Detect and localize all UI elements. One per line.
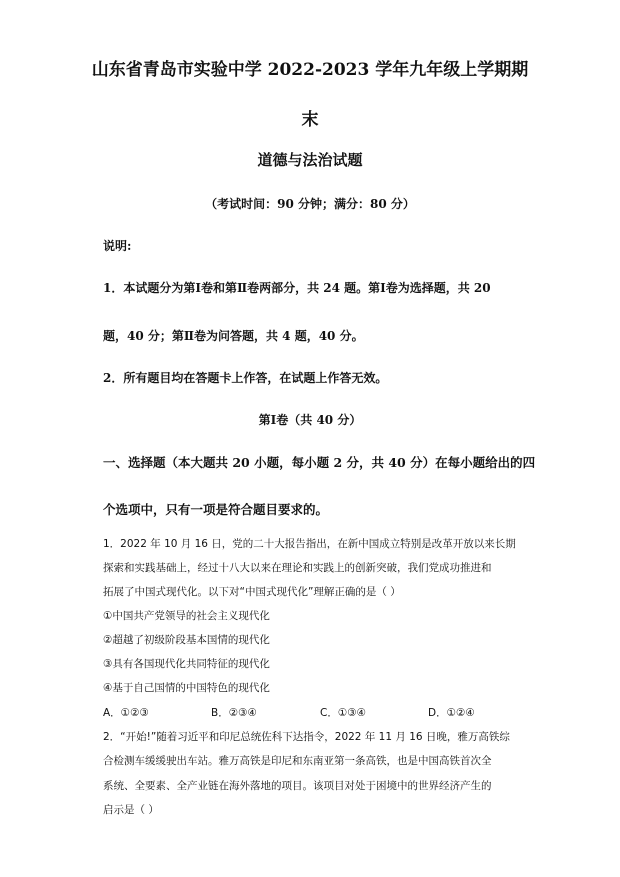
notes-item2: 2．所有题目均在答题卡上作答，在试题上作答无效。 bbox=[103, 371, 388, 385]
part1-heading: 第Ⅰ卷（共 40 分） bbox=[258, 413, 362, 427]
question-1-line1: 1．2022 年 10 月 16 日，党的二十大报告指出，在新中国成立特别是改革开放以来长期 bbox=[103, 538, 516, 550]
notes-item1-line1: 1．本试题分为第Ⅰ卷和第Ⅱ卷两部分，共 24 题。第Ⅰ卷为选择题，共 20 bbox=[103, 281, 491, 295]
section-instruction-line1: 一、选择题（本大题共 20 小题，每小题 2 分，共 40 分）在每小题给出的四 bbox=[103, 455, 536, 470]
question-1-option-c: C．①③④ bbox=[320, 707, 367, 719]
question-1-line3: 拓展了中国式现代化。以下对“中国式现代化”理解正确的是（ ） bbox=[103, 586, 401, 598]
question-2-line1: 2．“开始!”随着习近平和印尼总统佐科下达指令，2022 年 11 月 16 日晚，雅万高铁综 bbox=[103, 731, 510, 743]
notes-heading: 说明: bbox=[103, 239, 132, 253]
question-1-line2: 探索和实践基础上，经过十八大以来在理论和实践上的创新突破，我们党成功推进和 bbox=[103, 562, 492, 574]
question-1-statement-4: ④基于自己国情的中国特色的现代化 bbox=[103, 682, 270, 694]
notes-item1-line2: 题，40 分；第Ⅱ卷为问答题，共 4 题，40 分。 bbox=[103, 329, 364, 343]
question-1-statement-1: ①中国共产党领导的社会主义现代化 bbox=[103, 610, 270, 622]
question-1-option-a: A．①②③ bbox=[103, 707, 149, 719]
question-2-line3: 系统、全要素、全产业链在海外落地的项目。该项目对处于困境中的世界经济产生的 bbox=[103, 780, 492, 792]
subject-title: 道德与法治试题 bbox=[257, 151, 363, 169]
question-1-statement-2: ②超越了初级阶段基本国情的现代化 bbox=[103, 634, 270, 646]
question-2-line2: 合检测车缓缓驶出车站。雅万高铁是印尼和东南亚第一条高铁，也是中国高铁首次全 bbox=[103, 755, 492, 767]
exam-title-line2: 末 bbox=[301, 110, 319, 130]
question-1-statement-3: ③具有各国现代化共同特征的现代化 bbox=[103, 658, 270, 670]
question-1-option-d: D．①②④ bbox=[428, 707, 475, 719]
exam-title-line1: 山东省青岛市实验中学 2022-2023 学年九年级上学期期 bbox=[91, 60, 529, 80]
question-1-option-b: B．②③④ bbox=[211, 707, 257, 719]
section-instruction-line2: 个选项中，只有一项是符合题目要求的。 bbox=[103, 502, 329, 517]
question-2-line4: 启示是（ ） bbox=[103, 804, 159, 816]
exam-time-score: （考试时间：90 分钟；满分：80 分） bbox=[205, 197, 415, 211]
